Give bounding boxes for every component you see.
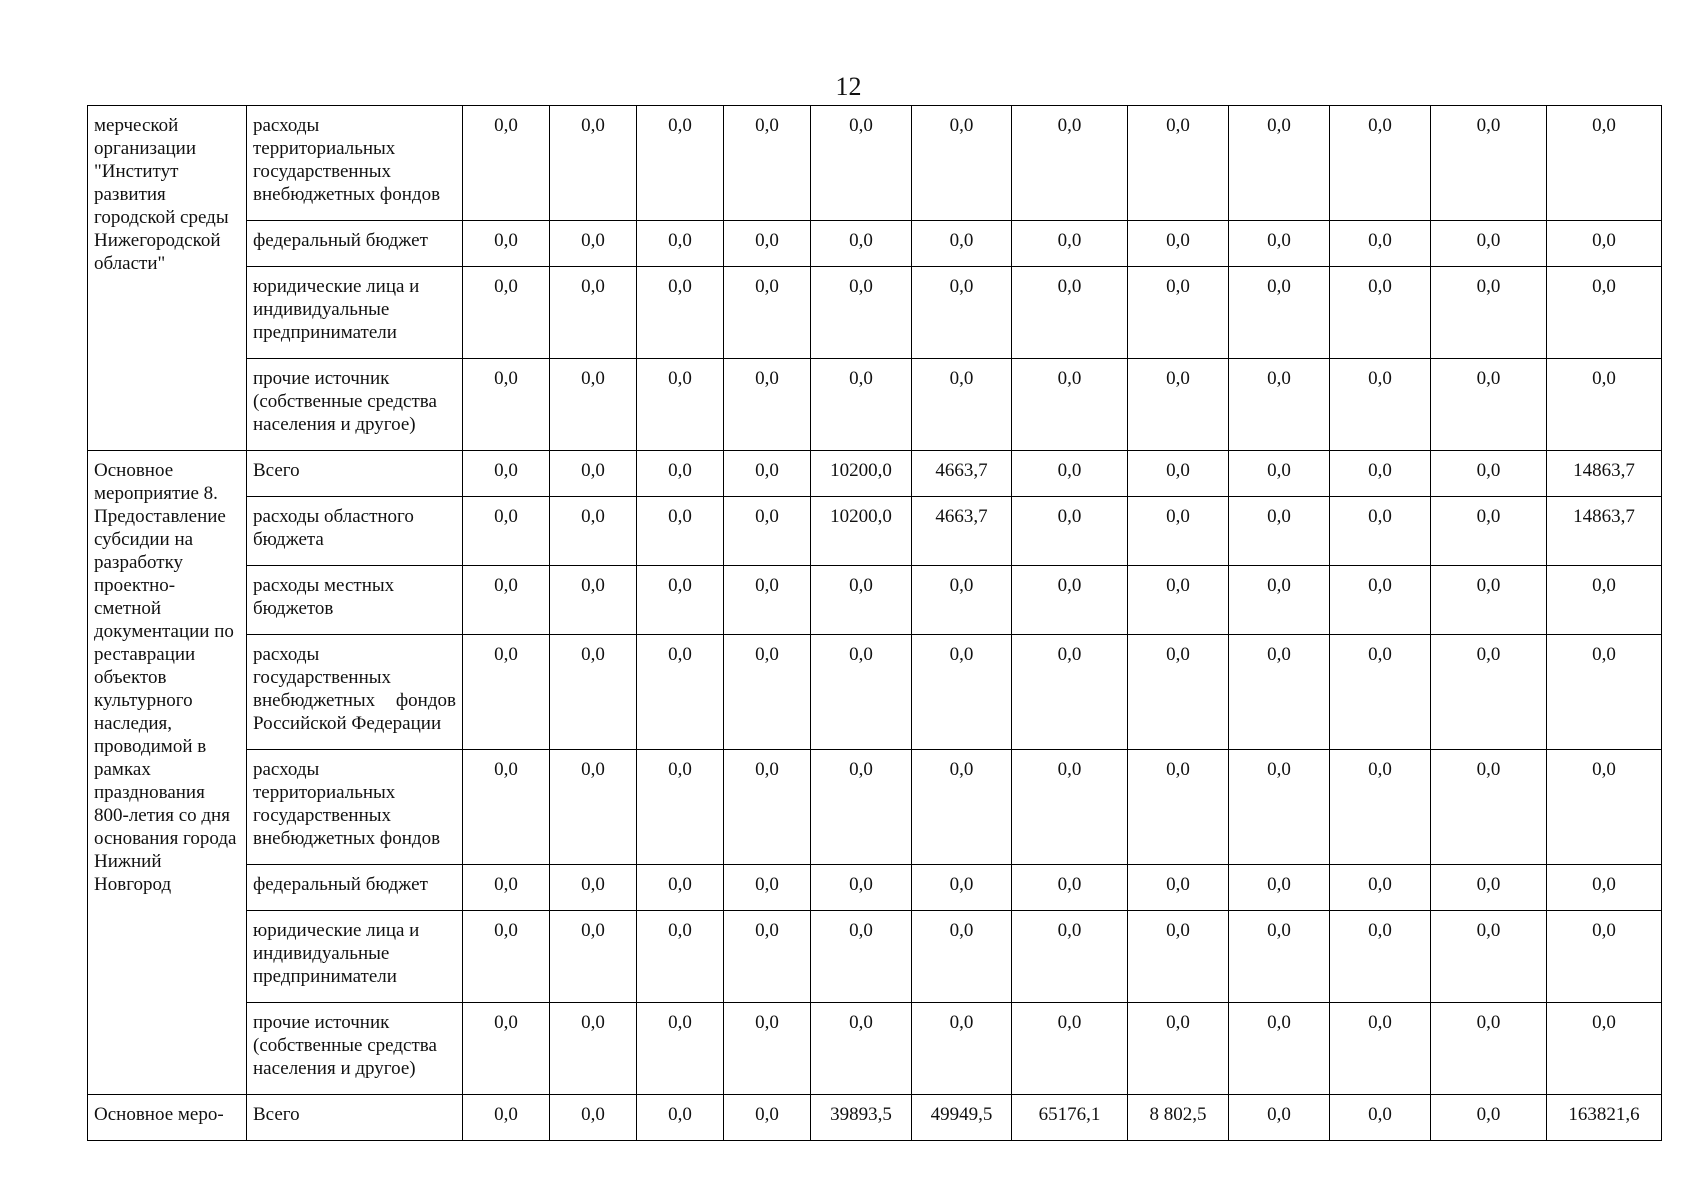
value-cell: 0,0 [1330, 106, 1431, 221]
value-cell: 0,0 [1431, 865, 1547, 911]
value-cell: 0,0 [1229, 750, 1330, 865]
value-cell: 0,0 [1330, 497, 1431, 566]
funding-source-cell: прочие источник (собственные средства населения и другое) [247, 359, 463, 451]
value-cell: 0,0 [637, 267, 724, 359]
value-cell: 0,0 [1128, 911, 1229, 1003]
value-cell: 0,0 [724, 221, 811, 267]
value-cell: 0,0 [724, 1003, 811, 1095]
funding-source-cell: прочие источник (собственные средства населения и другое) [247, 1003, 463, 1095]
value-cell: 0,0 [1128, 221, 1229, 267]
value-cell: 0,0 [463, 221, 550, 267]
value-cell: 0,0 [550, 267, 637, 359]
value-cell: 0,0 [637, 911, 724, 1003]
value-cell: 0,0 [463, 566, 550, 635]
value-cell: 0,0 [1128, 106, 1229, 221]
value-cell: 0,0 [1547, 106, 1662, 221]
table-row [88, 635, 1662, 750]
table-row [88, 1095, 1662, 1141]
value-cell: 0,0 [637, 497, 724, 566]
value-cell: 0,0 [724, 865, 811, 911]
value-cell: 0,0 [1547, 566, 1662, 635]
value-cell: 0,0 [463, 911, 550, 1003]
value-cell: 0,0 [550, 911, 637, 1003]
table-row [88, 267, 1662, 359]
value-cell: 0,0 [811, 635, 912, 750]
value-cell: 0,0 [550, 750, 637, 865]
table-row [88, 221, 1662, 267]
value-cell: 0,0 [811, 106, 912, 221]
value-cell: 0,0 [550, 221, 637, 267]
value-cell: 0,0 [724, 911, 811, 1003]
value-cell: 0,0 [1012, 865, 1128, 911]
value-cell: 0,0 [1012, 566, 1128, 635]
table-row [88, 451, 1662, 497]
value-cell: 0,0 [1128, 750, 1229, 865]
value-cell: 0,0 [463, 267, 550, 359]
value-cell: 0,0 [637, 1095, 724, 1141]
value-cell: 65176,1 [1012, 1095, 1128, 1141]
value-cell: 0,0 [1547, 359, 1662, 451]
value-cell: 0,0 [1431, 566, 1547, 635]
value-cell: 0,0 [811, 911, 912, 1003]
value-cell: 0,0 [1330, 566, 1431, 635]
value-cell: 0,0 [1229, 1095, 1330, 1141]
value-cell: 0,0 [912, 750, 1012, 865]
value-cell: 0,0 [1229, 451, 1330, 497]
value-cell: 0,0 [1431, 1095, 1547, 1141]
value-cell: 0,0 [463, 750, 550, 865]
value-cell: 0,0 [637, 1003, 724, 1095]
table-row [88, 865, 1662, 911]
value-cell: 4663,7 [912, 451, 1012, 497]
value-cell: 0,0 [1330, 635, 1431, 750]
value-cell: 0,0 [550, 497, 637, 566]
table-row [88, 750, 1662, 865]
value-cell: 0,0 [724, 750, 811, 865]
table-row [88, 566, 1662, 635]
value-cell: 0,0 [912, 106, 1012, 221]
value-cell: 39893,5 [811, 1095, 912, 1141]
table-row [88, 911, 1662, 1003]
value-cell: 0,0 [463, 359, 550, 451]
value-cell: 0,0 [1547, 865, 1662, 911]
value-cell: 0,0 [463, 1095, 550, 1141]
value-cell: 4663,7 [912, 497, 1012, 566]
funding-source-cell: федеральный бюджет [247, 221, 463, 267]
value-cell: 0,0 [724, 635, 811, 750]
value-cell: 0,0 [463, 635, 550, 750]
value-cell: 0,0 [1012, 911, 1128, 1003]
value-cell: 0,0 [1330, 267, 1431, 359]
value-cell: 0,0 [637, 750, 724, 865]
funding-source-cell: Всего [247, 451, 463, 497]
value-cell: 0,0 [1431, 359, 1547, 451]
activity-name-cell: Основное меро- [88, 1095, 247, 1141]
funding-source-cell: расходы территориальных государственных внебюджетных фондов [247, 750, 463, 865]
value-cell: 0,0 [1128, 359, 1229, 451]
value-cell: 0,0 [1128, 566, 1229, 635]
value-cell: 0,0 [550, 359, 637, 451]
value-cell: 0,0 [912, 566, 1012, 635]
value-cell: 0,0 [1229, 267, 1330, 359]
value-cell: 0,0 [811, 221, 912, 267]
value-cell: 0,0 [637, 635, 724, 750]
value-cell: 0,0 [1128, 865, 1229, 911]
value-cell: 0,0 [1330, 865, 1431, 911]
value-cell: 0,0 [1431, 267, 1547, 359]
value-cell: 0,0 [1431, 635, 1547, 750]
value-cell: 0,0 [724, 359, 811, 451]
value-cell: 10200,0 [811, 497, 912, 566]
funding-source-cell: юридические лица и индивидуальные предприниматели [247, 267, 463, 359]
value-cell: 0,0 [1547, 635, 1662, 750]
value-cell: 0,0 [811, 865, 912, 911]
value-cell: 0,0 [1431, 911, 1547, 1003]
value-cell: 0,0 [1128, 451, 1229, 497]
value-cell: 0,0 [550, 1095, 637, 1141]
value-cell: 0,0 [637, 221, 724, 267]
table-row [88, 497, 1662, 566]
value-cell: 0,0 [550, 451, 637, 497]
value-cell: 0,0 [724, 451, 811, 497]
funding-source-cell: расходы территориальных государственных внебюджетных фондов [247, 106, 463, 221]
value-cell: 0,0 [1431, 750, 1547, 865]
value-cell: 0,0 [1547, 221, 1662, 267]
value-cell: 0,0 [1229, 911, 1330, 1003]
value-cell: 0,0 [550, 566, 637, 635]
value-cell: 0,0 [811, 359, 912, 451]
value-cell: 0,0 [724, 1095, 811, 1141]
value-cell: 0,0 [1431, 1003, 1547, 1095]
value-cell: 0,0 [1431, 497, 1547, 566]
value-cell: 0,0 [1330, 1003, 1431, 1095]
value-cell: 0,0 [724, 106, 811, 221]
value-cell: 0,0 [912, 635, 1012, 750]
value-cell: 0,0 [724, 566, 811, 635]
table-row [88, 106, 1662, 221]
value-cell: 0,0 [1229, 359, 1330, 451]
value-cell: 0,0 [1012, 106, 1128, 221]
value-cell: 0,0 [1547, 267, 1662, 359]
value-cell: 0,0 [637, 566, 724, 635]
value-cell: 8 802,5 [1128, 1095, 1229, 1141]
value-cell: 0,0 [1330, 451, 1431, 497]
value-cell: 0,0 [912, 911, 1012, 1003]
value-cell: 0,0 [912, 1003, 1012, 1095]
value-cell: 0,0 [463, 106, 550, 221]
value-cell: 0,0 [1128, 635, 1229, 750]
value-cell: 0,0 [1330, 359, 1431, 451]
value-cell: 0,0 [1012, 1003, 1128, 1095]
value-cell: 0,0 [912, 359, 1012, 451]
value-cell: 0,0 [1012, 267, 1128, 359]
value-cell: 10200,0 [811, 451, 912, 497]
value-cell: 0,0 [811, 566, 912, 635]
value-cell: 0,0 [1012, 359, 1128, 451]
value-cell: 0,0 [912, 221, 1012, 267]
funding-source-cell: расходы местных бюджетов [247, 566, 463, 635]
value-cell: 0,0 [637, 106, 724, 221]
value-cell: 0,0 [912, 267, 1012, 359]
value-cell: 0,0 [463, 497, 550, 566]
value-cell: 0,0 [550, 1003, 637, 1095]
value-cell: 0,0 [463, 451, 550, 497]
value-cell: 0,0 [637, 451, 724, 497]
value-cell: 0,0 [550, 865, 637, 911]
activity-name-cell: Основное мероприятие 8. Предоставление субсидии на разработку проектно-сметной документации по реставрации объектов культурного наследия, проводимой в рамках празднования 800-летия со дня основания города Нижний Новгород [88, 451, 247, 1095]
value-cell: 0,0 [1128, 497, 1229, 566]
value-cell: 0,0 [637, 359, 724, 451]
value-cell: 0,0 [550, 106, 637, 221]
value-cell: 0,0 [1229, 497, 1330, 566]
table-row [88, 1003, 1662, 1095]
value-cell: 0,0 [912, 865, 1012, 911]
value-cell: 0,0 [1431, 451, 1547, 497]
value-cell: 0,0 [1330, 750, 1431, 865]
value-cell: 0,0 [811, 267, 912, 359]
value-cell: 0,0 [1229, 865, 1330, 911]
budget-table [87, 105, 1662, 1141]
value-cell: 14863,7 [1547, 497, 1662, 566]
value-cell: 14863,7 [1547, 451, 1662, 497]
activity-name-cell: мерческой организации "Институт развития городской среды Нижегородской области" [88, 106, 247, 451]
value-cell: 49949,5 [912, 1095, 1012, 1141]
value-cell: 0,0 [1012, 221, 1128, 267]
value-cell: 0,0 [1229, 635, 1330, 750]
value-cell: 0,0 [1229, 1003, 1330, 1095]
value-cell: 0,0 [1012, 497, 1128, 566]
value-cell: 0,0 [724, 267, 811, 359]
value-cell: 0,0 [1547, 1003, 1662, 1095]
value-cell: 0,0 [1547, 750, 1662, 865]
value-cell: 0,0 [463, 865, 550, 911]
value-cell: 163821,6 [1547, 1095, 1662, 1141]
value-cell: 0,0 [1012, 635, 1128, 750]
funding-source-cell: расходы государственных внебюджетных фондов Российской Федерации [247, 635, 463, 750]
value-cell: 0,0 [1012, 750, 1128, 865]
page-number: 12 [835, 72, 862, 101]
value-cell: 0,0 [724, 497, 811, 566]
value-cell: 0,0 [1330, 221, 1431, 267]
value-cell: 0,0 [1229, 106, 1330, 221]
value-cell: 0,0 [1128, 1003, 1229, 1095]
funding-source-cell: расходы областного бюджета [247, 497, 463, 566]
funding-source-cell: юридические лица и индивидуальные предприниматели [247, 911, 463, 1003]
value-cell: 0,0 [1128, 267, 1229, 359]
value-cell: 0,0 [811, 1003, 912, 1095]
value-cell: 0,0 [1012, 451, 1128, 497]
value-cell: 0,0 [1431, 221, 1547, 267]
value-cell: 0,0 [463, 1003, 550, 1095]
value-cell: 0,0 [1229, 566, 1330, 635]
value-cell: 0,0 [1547, 911, 1662, 1003]
value-cell: 0,0 [637, 865, 724, 911]
value-cell: 0,0 [811, 750, 912, 865]
value-cell: 0,0 [1330, 1095, 1431, 1141]
value-cell: 0,0 [550, 635, 637, 750]
value-cell: 0,0 [1229, 221, 1330, 267]
value-cell: 0,0 [1431, 106, 1547, 221]
funding-source-cell: федеральный бюджет [247, 865, 463, 911]
funding-source-cell: Всего [247, 1095, 463, 1141]
table-row [88, 359, 1662, 451]
value-cell: 0,0 [1330, 911, 1431, 1003]
